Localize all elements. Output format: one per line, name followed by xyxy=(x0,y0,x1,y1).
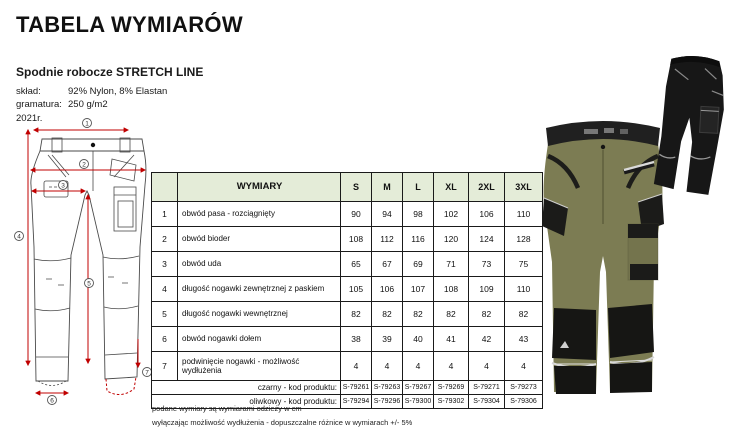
table-row: 5 długość nogawki wewnętrznej 82 82 82 82 82 82 xyxy=(152,302,543,327)
table-row: 6 obwód nogawki dołem 38 39 40 41 42 43 xyxy=(152,327,543,352)
header-size-s: S xyxy=(341,173,372,202)
header-size-l: L xyxy=(403,173,434,202)
header-no-cell xyxy=(152,173,178,202)
composition-label: skład: xyxy=(16,85,41,97)
header-size-xl: XL xyxy=(434,173,469,202)
product-name: Spodnie robocze STRETCH LINE xyxy=(16,65,204,79)
dim-marker-1 xyxy=(83,119,92,128)
olive-trousers-image xyxy=(542,112,664,396)
svg-text:2: 2 xyxy=(82,161,86,169)
black-trousers-image xyxy=(648,48,736,202)
svg-text:3: 3 xyxy=(61,182,65,190)
dim-marker-4 xyxy=(15,232,24,241)
product-code-row-black: czarny - kod produktu: S-79261 S-79263 S-79267 S-79269 S-79271 S-79273 xyxy=(152,381,543,395)
svg-text:7: 7 xyxy=(145,369,149,377)
dim-marker-6 xyxy=(48,396,57,405)
year-value: 2021r. xyxy=(16,112,43,124)
composition-row xyxy=(16,85,203,99)
composition-value: 92% Nylon, 8% Elastan xyxy=(68,85,168,97)
dim-marker-2 xyxy=(80,160,89,169)
product-code-row-olive: oliwkowy - kod produktu: S-79294 S-79296 S-79300 S-79302 S-79304 S-79306 xyxy=(152,395,543,409)
header-size-3xl: 3XL xyxy=(505,173,543,202)
svg-text:5: 5 xyxy=(87,280,91,288)
trousers-measurement-diagram xyxy=(8,117,158,405)
table-header-row xyxy=(152,173,543,202)
table-row: 4 długość nogawki zewnętrznej z paskiem 105 106 107 108 109 110 xyxy=(152,277,543,302)
table-row: 7 podwinięcie nogawki - możliwość wydłużenia 4 4 4 4 4 4 xyxy=(152,352,543,381)
product-photo-olive-trousers xyxy=(542,112,664,396)
size-table xyxy=(151,172,543,409)
header-size-m: M xyxy=(372,173,403,202)
dim-marker-5 xyxy=(85,279,94,288)
product-photo-black-trousers xyxy=(648,48,736,202)
table-row: 1 obwód pasa - rozciągnięty 90 94 98 102 106 110 xyxy=(152,202,543,227)
table-row: 2 obwód bioder 108 112 116 120 124 128 xyxy=(152,227,543,252)
page-title: TABELA WYMIARÓW xyxy=(16,12,243,37)
footnote-units: podane wymiary są wymiarami odzieży w cm xyxy=(152,404,302,413)
header-size-2xl: 2XL xyxy=(469,173,505,202)
svg-text:4: 4 xyxy=(17,233,21,241)
weight-value: 250 g/m2 xyxy=(68,99,108,110)
weight-row xyxy=(16,98,203,112)
footnotes xyxy=(152,402,412,430)
svg-text:6: 6 xyxy=(50,397,54,405)
trousers-line-drawing-icon xyxy=(8,117,158,405)
weight-label: gramatura: xyxy=(16,99,62,110)
header-wymiary: WYMIARY xyxy=(178,173,341,202)
svg-text:1: 1 xyxy=(85,120,89,128)
footnote-tolerance: wyłączając możliwość wydłużenia - dopuszczalne różnice w wymiarach +/- 5% xyxy=(152,418,413,427)
table-row: 3 obwód uda 65 67 69 71 73 75 xyxy=(152,252,543,277)
dim-marker-3 xyxy=(59,181,68,190)
